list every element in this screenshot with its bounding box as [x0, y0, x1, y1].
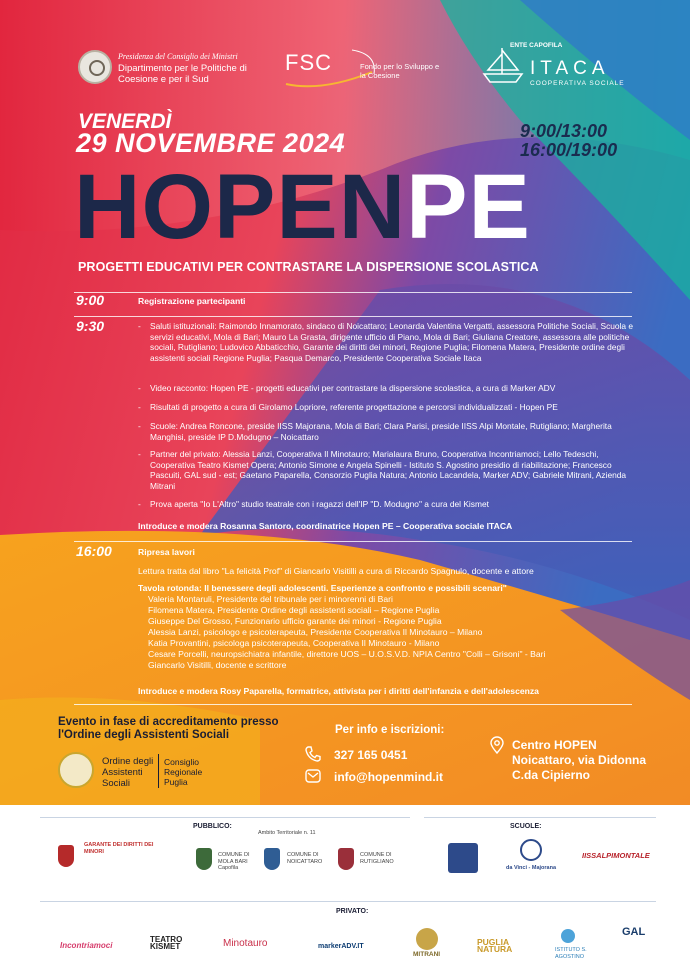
title-hopen: HOPEN — [74, 156, 407, 258]
venue-address — [512, 738, 672, 783]
comune-noicattaro: COMUNE DI NOICATTARO — [287, 852, 323, 865]
logo-agostino: ISTITUTO S. AGOSTINO — [555, 947, 587, 960]
panelist: Giancarlo Visitilli, docente e scrittore — [148, 660, 287, 670]
panelist: Cesare Porcelli, neuropsichiatra infantile, direttore UOS – U.O.S.V.D. NPIA Centro "Colli – Grisoni" - Bari — [148, 649, 546, 659]
schools-label: SCUOLE: — [510, 823, 542, 830]
panelist: Filomena Matera, Presidente Ordine degli assistenti sociali – Regione Puglia — [148, 605, 440, 615]
program-item-video: - Video racconto: Hopen PE - progetti educativi per contrastare la dispersione scolastica, a cura di Marker ADV — [138, 383, 636, 394]
afternoon-time: 16:00/19:00 — [520, 140, 618, 160]
itaca-logo: ITACA — [530, 58, 610, 79]
italian-republic-emblem-icon — [78, 50, 112, 84]
public-sponsors-frame — [40, 817, 410, 818]
divider — [74, 541, 632, 542]
afternoon-moderator: Introduce e modera Rosy Paparella, formatrice, attivista per i diritti dell'infanzia e dell'adolescenza — [138, 686, 539, 696]
school-vinci: da Vinci - Majorana — [506, 865, 557, 871]
rutigliano-crest-icon — [338, 848, 354, 870]
round-table-title: Tavola rotonda: Il benessere degli adolescenti. Esperienze a confronto e possibili scenari" — [138, 583, 507, 593]
ordine-logo-icon — [58, 752, 94, 788]
schools-frame — [424, 817, 656, 818]
program-item-partners: - Partner del privato: Alessia Lanzi, Cooperativa Il Minotauro; Marialaura Bruno, Cooperativa Incontriamoci; Lello Tedeschi, Cooperativa Teatro Kismet Opera; Antonio Simone e Angela Spinelli - Istituto S. Agostino presidio di riabilitazione; Francesco Pascuiti, GAL sud - est; Gaetano Paparella, Consorzio Puglia Natura; Antonio Lacandela, Marker ADV; Gabriele Mitrani, Azienda Mitrani — [138, 449, 636, 491]
sponsor-band — [0, 805, 690, 961]
title-pe: PE — [406, 156, 531, 258]
logo-incontriamoci: Incontriamoci — [60, 941, 113, 950]
reading-text: Lettura tratta dal libro "La felicità Prof" di Giancarlo Visitilli a cura di Riccardo Spagnulo, docente e attore — [138, 566, 534, 576]
school-alpi: IISSALPIMONTALE — [582, 851, 650, 860]
logo-gal: GAL — [622, 926, 646, 938]
fsc-logo: FSC — [285, 50, 332, 75]
ordine-council: Consiglio Regionale Puglia — [164, 757, 203, 787]
info-title: Per info e iscrizioni: — [335, 724, 445, 736]
private-sponsors-frame — [40, 901, 656, 902]
logo-mitrani: MITRANI — [413, 951, 441, 958]
panelist: Alessia Lanzi, psicologo e psicoterapeuta, Presidente Cooperativa Il Minotauro – Milano — [148, 627, 483, 637]
logo-puglia-natura: PUGLIA NATURA — [477, 937, 513, 954]
venue-street: Noicattaro, via Didonna — [512, 753, 647, 767]
noicattaro-crest-icon — [264, 848, 280, 870]
comune-mola: COMUNE DI MOLA BARI Capofila — [218, 852, 250, 871]
school-crest-icon — [448, 843, 478, 873]
phone-icon — [304, 745, 322, 763]
program-item-schools: - Scuole: Andrea Roncone, preside IISS Majorana, Mola di Bari; Clara Parisi, preside IISS Alpi Montale, Rutigliano; Margherita Manghisi, preside IP D.Modugno – Noicattaro — [138, 421, 636, 442]
registration-text: Registrazione partecipanti — [138, 296, 246, 306]
location-pin-icon — [489, 736, 505, 754]
itaca-subtitle: COOPERATIVA SOCIALE — [530, 80, 625, 87]
divider — [74, 316, 632, 317]
event-date: 29 NOVEMBRE 2024 — [76, 128, 346, 158]
private-label: PRIVATO: — [336, 908, 369, 915]
logo-minotauro: Minotauro — [223, 938, 268, 949]
program-item-greetings: - Saluti istituzionali: Raimondo Innamorato, sindaco di Noicattaro; Leonarda Valentina Vergatti, assessora Politiche Sociali, Scuola e servizi educativi, Mola di Bari; Mauro La Grasta, dirigente ufficio di Piano, Mola di Bari; Giuliana Creatore, assessora alle politiche sociali, Rutigliano; Ludovico Abbaticchio, Garante dei diritti dei minori, Regione Puglia; Filomena Matera, Presidente ordine degli assistenti sociali Regione Puglia; Pasqua Demarco, Presidente Cooperativa Sociale Itaca — [138, 321, 636, 363]
program-item-results: - Risultati di progetto a cura di Girolamo Lopriore, referente progettazione e percorsi individualizzati - Hopen PE — [138, 402, 636, 413]
accreditation-note: Evento in fase di accreditamento presso l'Ordine degli Assistenti Sociali — [58, 716, 279, 741]
vinci-logo-icon — [520, 839, 542, 861]
venue-name: Centro HOPEN — [512, 738, 597, 752]
ordine-name: Ordine degli Assistenti Sociali — [102, 756, 154, 789]
phone-link[interactable]: 327 165 0451 — [334, 748, 408, 762]
session-time-1600: 16:00 — [76, 543, 112, 559]
mola-crest-icon — [196, 848, 212, 870]
panelist: Katia Provantini, psicologa psicoterapeuta, Cooperativa Il Minotauro - Milano — [148, 638, 440, 648]
mail-icon — [304, 767, 322, 785]
morning-time: 9:00/13:00 — [520, 121, 608, 141]
event-subtitle: PROGETTI EDUCATIVI PER CONTRASTARE LA DISPERSIONE SCOLASTICA — [78, 260, 539, 274]
divider — [158, 754, 159, 788]
session-time-900: 9:00 — [76, 292, 105, 308]
venue-locality: C.da Cipierno — [512, 768, 591, 782]
event-day: VENERDÌ — [78, 110, 172, 133]
lead-entity-label: ENTE CAPOFILA — [510, 42, 563, 49]
itaca-boat-icon — [478, 44, 528, 86]
logo-kismet: TEATRO KISMET — [150, 935, 183, 951]
divider — [74, 292, 632, 293]
department-name: Dipartimento per le Politiche di Coesione e per il Sud — [118, 63, 247, 85]
logo-marker: markerADV.IT — [318, 943, 364, 950]
department-presidency: Presidenza del Consiglio dei Ministri — [118, 52, 238, 61]
program-item-theatre: - Prova aperta "Io L'Altro" studio teatrale con i ragazzi dell'IP "D. Modugno" a cura del Kismet — [138, 499, 636, 510]
ambito-label: Ambito Territoriale n. 11 — [258, 830, 316, 836]
event-title — [74, 156, 531, 258]
puglia-crest-icon — [58, 845, 74, 867]
mitrani-emblem-icon — [416, 928, 438, 950]
email-link[interactable]: info@hopenmind.it — [334, 770, 444, 784]
garante-logo: GARANTE DEI DIRITTI DEI MINORI — [84, 842, 154, 855]
public-label: PUBBLICO: — [193, 823, 232, 830]
comune-rutigliano: COMUNE DI RUTIGLIANO — [360, 852, 394, 865]
divider — [74, 704, 632, 705]
resume-title: Ripresa lavori — [138, 547, 195, 557]
panelist: Giuseppe Del Grosso, Funzionario ufficio garante dei minori - Regione Puglia — [148, 616, 442, 626]
morning-moderator: Introduce e modera Rosanna Santoro, coordinatrice Hopen PE – Cooperativa sociale ITACA — [138, 521, 513, 531]
session-time-930: 9:30 — [76, 318, 105, 334]
fsc-description: Fondo per lo Sviluppo e la Coesione — [360, 62, 440, 80]
agostino-icon — [561, 929, 575, 943]
panelist: Valeria Montaruli, Presidente del tribunale per i minorenni di Bari — [148, 594, 393, 604]
